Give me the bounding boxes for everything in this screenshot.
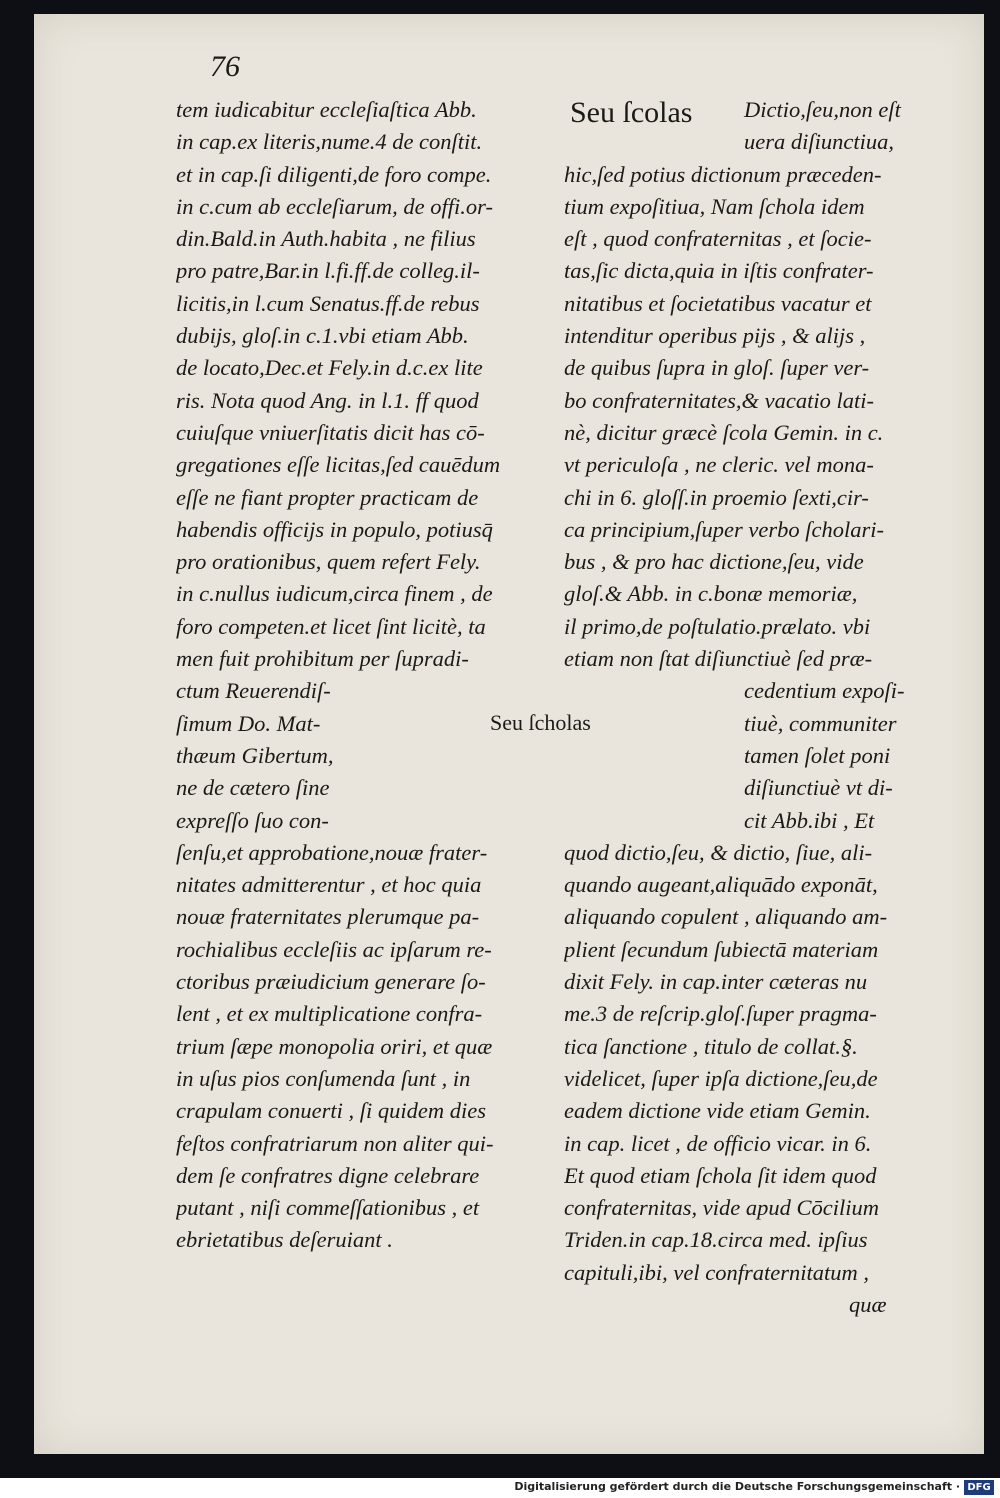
- text-line: plient ſecundum ſubiectā materiam: [564, 936, 879, 962]
- text-line: nitatibus et ſocietatibus vacatur et: [564, 290, 872, 316]
- text-line: in c.nullus iudicum,circa finem , de: [176, 581, 493, 607]
- text-line: ſimum Do. Mat-: [176, 710, 321, 736]
- left-column: [176, 94, 540, 1257]
- text-line: foro competen.et licet ſint licitè, ta: [176, 613, 486, 639]
- lemma-heading: Seu ſcolas: [570, 96, 696, 130]
- text-line: cuiuſque vniuerſitatis dicit has cō-: [176, 419, 485, 445]
- text-line: confraternitas, vide apud Cōcilium: [564, 1195, 879, 1221]
- text-line: crapulam conuerti , ſi quidem dies: [176, 1098, 486, 1124]
- text-line: Triden.in cap.18.circa med. ipſius: [564, 1227, 868, 1253]
- text-line: habendis officijs in populo, potiusq̄: [176, 516, 493, 542]
- text-line: capituli,ibi, vel confraternitatum ,: [564, 1259, 869, 1285]
- text-line: intenditur operibus pijs , & alijs ,: [564, 323, 866, 349]
- text-line: me.3 de reſcrip.gloſ.ſuper pragma-: [564, 1001, 877, 1027]
- text-line: ctoribus præiudicium generare ſo-: [176, 969, 486, 995]
- text-line: tiuè, communiter: [744, 710, 897, 736]
- text-line: ris. Nota quod Ang. in l.1. ff quod: [176, 387, 479, 413]
- text-line: diſiunctiuè vt di-: [744, 775, 893, 801]
- text-line: Et quod etiam ſchola ſit idem quod: [564, 1162, 877, 1188]
- text-line: dem ſe confratres digne celebrare: [176, 1162, 480, 1188]
- text-line: vt periculoſa , ne cleric. vel mona-: [564, 452, 874, 478]
- text-line: eadem dictione vide etiam Gemin.: [564, 1098, 871, 1124]
- text-line: cit Abb.ibi , Et: [744, 807, 875, 833]
- text-line: quod dictio,ſeu, & dictio, ſiue, ali-: [564, 839, 873, 865]
- text-line: dixit Fely. in cap.inter cæteras nu: [564, 969, 868, 995]
- text-line: gregationes eſſe licitas,ſed cauēdum: [176, 452, 501, 478]
- text-line: nitates admitterentur , et hoc quia: [176, 872, 482, 898]
- text-line: uera diſiunctiua,: [744, 129, 894, 155]
- funding-notice: Digitalisierung gefördert durch die Deutsche Forschungsgemeinschaft ·: [514, 1480, 960, 1493]
- text-line: ebrietatibus deſeruiant .: [176, 1227, 393, 1253]
- text-line: etiam non ſtat diſiunctiuè ſed præ-: [564, 646, 873, 672]
- text-line: pro patre,Bar.in l.fi.ff.de colleg.il-: [176, 258, 480, 284]
- text-line: putant , niſi commeſſationibus , et: [176, 1195, 480, 1221]
- text-line: expreſſo ſuo con-: [176, 807, 329, 833]
- text-line: in uſus pios conſumenda ſunt , in: [176, 1065, 471, 1091]
- text-line: rochialibus eccleſiis ac ipſarum re-: [176, 936, 492, 962]
- text-line: eſſe ne fiant propter practicam de: [176, 484, 479, 510]
- text-line: de quibus ſupra in gloſ. ſuper ver-: [564, 355, 870, 381]
- text-line: chi in 6. gloſſ.in proemio ſexti,cir-: [564, 484, 869, 510]
- text-line: et in cap.ſi diligenti,de foro compe.: [176, 161, 492, 187]
- text-line: din.Bald.in Auth.habita , ne filius: [176, 226, 476, 252]
- text-line: in c.cum ab eccleſiarum, de offi.or-: [176, 193, 493, 219]
- text-line: tas,ſic dicta,quia in iſtis confrater-: [564, 258, 874, 284]
- text-line: ne de cætero ſine: [176, 775, 330, 801]
- text-line: in cap. licet , de officio vicar. in 6.: [564, 1130, 872, 1156]
- text-line: licitis,in l.cum Senatus.ff.de rebus: [176, 290, 480, 316]
- right-column: [564, 94, 946, 1321]
- text-line: hic,ſed potius dictionum præceden-: [564, 161, 882, 187]
- text-line: quando augeant,aliquādo exponāt,: [564, 872, 878, 898]
- footer-bar: [0, 1478, 1000, 1498]
- text-line: tem iudicabitur eccleſiaſtica Abb.: [176, 97, 477, 122]
- text-line: bo confraternitates,& vacatio lati-: [564, 387, 874, 413]
- text-line: men fuit prohibitum per ſupradi-: [176, 646, 469, 672]
- text-line: in cap.ex literis,nume.4 de conſtit.: [176, 129, 483, 155]
- text-line: il primo,de poſtulatio.prælato. vbi: [564, 613, 871, 639]
- text-line: feſtos confratriarum non aliter qui-: [176, 1130, 494, 1156]
- text-line: nè, dicitur græcè ſcola Gemin. in c.: [564, 419, 884, 445]
- text-line: quæ: [849, 1291, 887, 1317]
- text-line: tica ſanctione , titulo de collat.§.: [564, 1033, 858, 1059]
- text-line: aliquando copulent , aliquando am-: [564, 904, 888, 930]
- text-line: bus , & pro hac dictione,ſeu, vide: [564, 549, 864, 575]
- text-line: eſt , quod confraternitas , et ſocie-: [564, 226, 872, 252]
- text-line: nouæ fraternitates plerumque pa-: [176, 904, 480, 930]
- text-line: tium expoſitiua, Nam ſchola idem: [564, 193, 865, 219]
- text-line: ſenſu,et approbatione,nouæ frater-: [176, 839, 488, 865]
- text-line: ctum Reuerendiſ-: [176, 678, 331, 704]
- text-line: videlicet, ſuper ipſa dictione,ſeu,de: [564, 1065, 878, 1091]
- text-line: pro orationibus, quem refert Fely.: [176, 549, 481, 575]
- text-line: de locato,Dec.et Fely.in d.c.ex lite: [176, 355, 483, 381]
- text-line: gloſ.& Abb. in c.bonæ memoriæ,: [564, 581, 858, 607]
- text-line: thæum Gibertum,: [176, 742, 334, 768]
- text-line: tamen ſolet poni: [744, 742, 891, 768]
- page-number: 76: [210, 50, 240, 83]
- text-line: dubijs, gloſ.in c.1.vbi etiam Abb.: [176, 323, 469, 349]
- margin-lemma: Seu ſcholas: [490, 710, 591, 735]
- text-line: trium ſæpe monopolia oriri, et quæ: [176, 1033, 493, 1059]
- text-line: cedentium expoſi-: [744, 678, 905, 704]
- dfg-logo-icon: DFG: [964, 1480, 994, 1495]
- text-line: ca principium,ſuper verbo ſcholari-: [564, 516, 884, 542]
- text-line: lent , et ex multiplicatione confra-: [176, 1001, 483, 1027]
- text-line: Dictio,ſeu,non eſt: [744, 97, 901, 122]
